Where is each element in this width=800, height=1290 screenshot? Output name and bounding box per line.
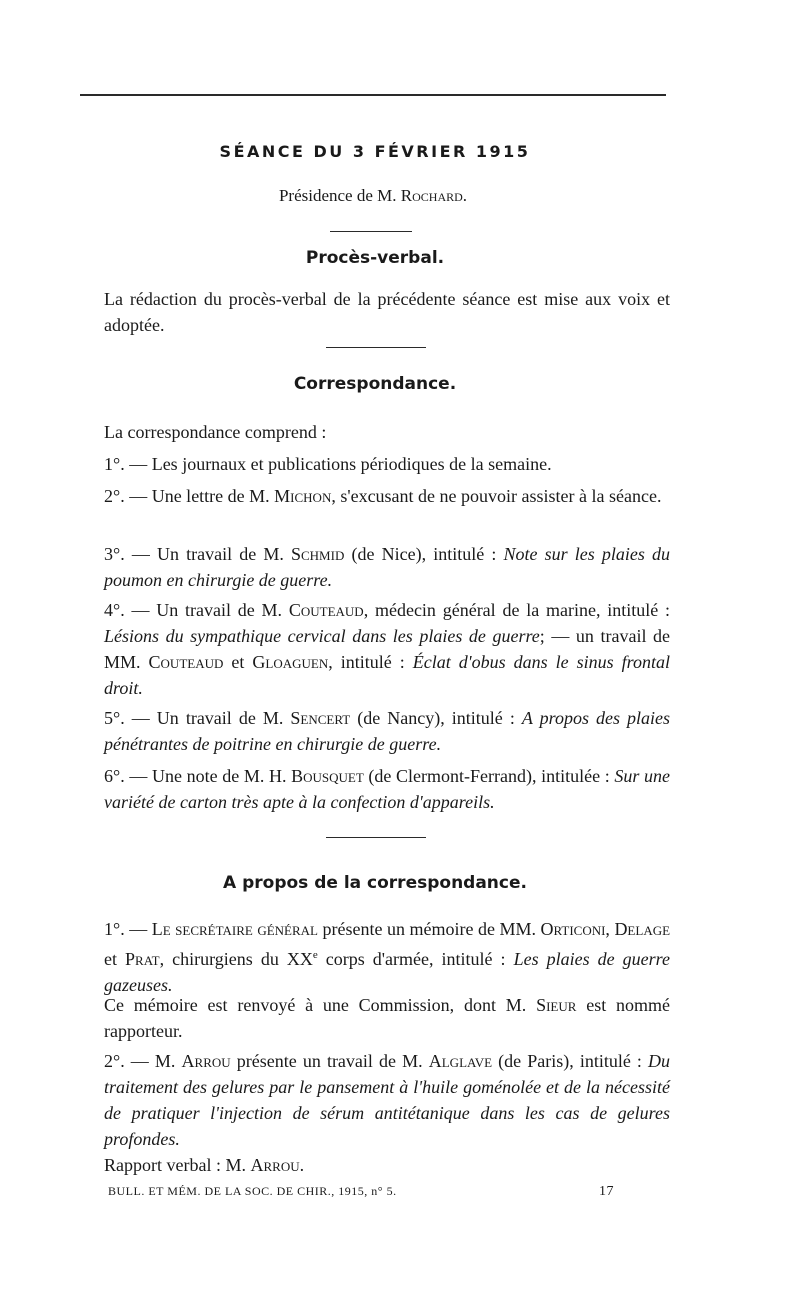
correspondance-intro: La correspondance comprend : xyxy=(104,422,327,442)
correspondance-item-6: 6°. — Une note de M. H. Bousquet (de Clermont-Ferrand), intitulée : Sur une variété de carton très apte à la confection d'appareils. xyxy=(104,766,671,812)
person-name: Arrou xyxy=(250,1155,300,1175)
work-title: Les plaies de guerre gazeuses. xyxy=(104,949,670,995)
apropos-heading: A propos de la correspondance. xyxy=(223,873,527,893)
footer-citation: BULL. ET MÉM. DE LA SOC. DE CHIR., 1915, n° 5. xyxy=(108,1184,397,1198)
person-name: Alglave xyxy=(428,1051,493,1071)
correspondance-item-4: 4°. — Un travail de M. Couteaud, médecin général de la marine, intitulé : Lésions du sympathique cervical dans les plaies de guerre; — un travail de MM. Couteaud et Gloaguen, intitulé : Éclat d'obus dans le sinus frontal droit. xyxy=(104,600,671,698)
page-number: 17 xyxy=(599,1184,614,1199)
apropos-item-1: 1°. — Le secrétaire général présente un mémoire de MM. Orticoni, Delage et Prat, chirurgiens du XXe corps d'armée, intitulé : Les plaies de guerre gazeuses. xyxy=(104,919,671,995)
work-title: Du traitement des gelures par le pansement à l'huile goménolée et de la nécessité de pratiquer l'injection de sérum antitétanique dans les cas de gelures profondes. xyxy=(104,1051,671,1149)
divider xyxy=(326,837,426,838)
president-name: Rochard. xyxy=(400,186,468,205)
correspondance-item-5: 5°. — Un travail de M. Sencert (de Nancy), intitulé : A propos des plaies pénétrantes de poitrine en chirurgie de guerre. xyxy=(104,708,671,754)
apropos-item-2: 2°. — M. Arrou présente un travail de M. Alglave (de Paris), intitulé : Du traitement des gelures par le pansement à l'huile goménolée et de la nécessité de pratiquer l'injection de sérum antitétanique dans les cas de gelures profondes. xyxy=(104,1051,671,1149)
person-name: Bousquet xyxy=(291,766,364,786)
page-footer xyxy=(108,1184,614,1199)
correspondance-item-3: 3°. — Un travail de M. Schmid (de Nice), intitulé : Note sur les plaies du poumon en chirurgie de guerre. xyxy=(104,544,671,590)
person-name: Sencert xyxy=(290,708,351,728)
apropos-renvoi: Ce mémoire est renvoyé à une Commission, dont M. Sieur est nommé rapporteur. xyxy=(104,995,670,1041)
presidence-line xyxy=(0,186,746,206)
presidence-prefix: Présidence de M. xyxy=(278,186,397,205)
role-label: Le secrétaire général xyxy=(151,919,318,939)
divider xyxy=(326,347,426,348)
person-name: Prat xyxy=(125,949,160,969)
proces-verbal-text: La rédaction du procès-verbal de la précédente séance est mise aux voix et adoptée. xyxy=(104,289,670,335)
person-name: Couteaud xyxy=(148,652,224,672)
top-rule xyxy=(80,94,666,96)
work-title: Sur une variété de carton très apte à la confection d'appareils. xyxy=(104,766,671,812)
work-title: Éclat d'obus dans le sinus frontal droit. xyxy=(104,652,671,698)
person-name: Arrou xyxy=(181,1051,231,1071)
work-title: Note sur les plaies du poumon en chirurgie de guerre. xyxy=(104,544,671,590)
person-name: Couteaud xyxy=(288,600,364,620)
session-title: SÉANCE DU 3 FÉVRIER 1915 xyxy=(219,142,531,161)
person-name: Michon xyxy=(274,486,332,506)
person-name: Schmid xyxy=(290,544,345,564)
divider xyxy=(330,231,412,232)
correspondance-heading: Correspondance. xyxy=(293,374,457,394)
correspondance-item-1: 1°. — Les journaux et publications périodiques de la semaine. xyxy=(104,454,552,474)
work-title: Lésions du sympathique cervical dans les plaies de guerre xyxy=(104,626,540,646)
person-name: Delage xyxy=(614,919,671,939)
person-name: Sieur xyxy=(536,995,577,1015)
correspondance-item-2: 2°. — Une lettre de M. Michon, s'excusant de ne pouvoir assister à la séance. xyxy=(104,486,662,506)
person-name: Gloaguen xyxy=(252,652,329,672)
person-name: Orticoni xyxy=(540,919,606,939)
proces-verbal-heading: Procès-verbal. xyxy=(305,248,445,268)
apropos-rapport: Rapport verbal : M. Arrou. xyxy=(104,1155,305,1175)
work-title: A propos des plaies pénétrantes de poitrine en chirurgie de guerre. xyxy=(104,708,671,754)
